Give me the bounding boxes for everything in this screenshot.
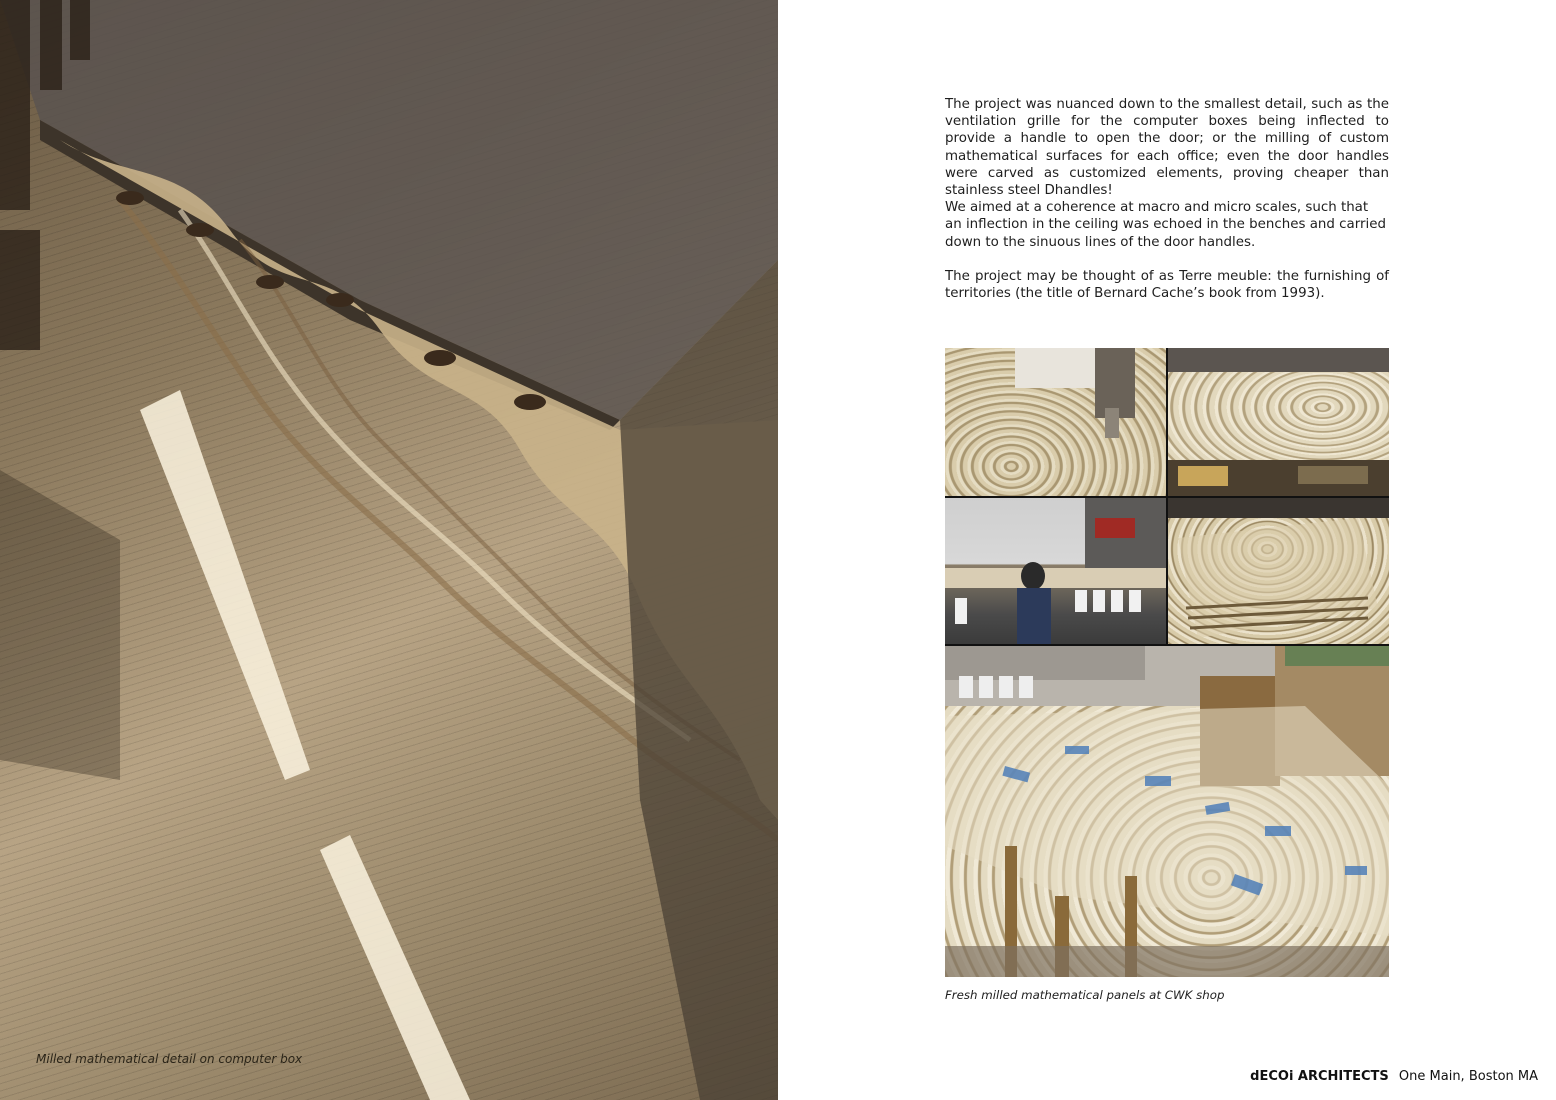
page-footer [1250, 1069, 1538, 1084]
body-text [945, 96, 1389, 302]
left-photo-caption: Milled mathematical detail on computer box [36, 1052, 303, 1066]
milled-panel-photo [1168, 348, 1389, 496]
firm-location: One Main, Boston MA [1398, 1069, 1538, 1084]
paragraph-1: The project was nuanced down to the smallest detail, such as the ventilation grille for the computer boxes being inflected to provide a handle to open the door; or the milling of custom mathematical surfaces for each office; even the door handles were carved as customized elements, proving cheaper than stainless steel Dhandles! [945, 97, 1389, 199]
photo-grid [945, 348, 1389, 977]
paragraph-2: We aimed at a coherence at macro and micro scales, such that an inflection in the ceiling was echoed in the benches and carried down to the sinuous lines of the door handles. [945, 200, 1386, 250]
cnc-operator-photo [945, 498, 1166, 644]
stacked-panels-photo [1168, 498, 1389, 644]
firm-name: dECOi ARCHITECTS [1250, 1069, 1389, 1084]
panels-on-trestles-photo [945, 646, 1389, 977]
photo-grid-caption: Fresh milled mathematical panels at CWK shop [945, 988, 1225, 1002]
cnc-milling-photo [945, 348, 1166, 496]
paragraph-3: The project may be thought of as Terre meuble: the furnishing of territories (the title of Bernard Cache’s book from 1993). [945, 268, 1389, 302]
